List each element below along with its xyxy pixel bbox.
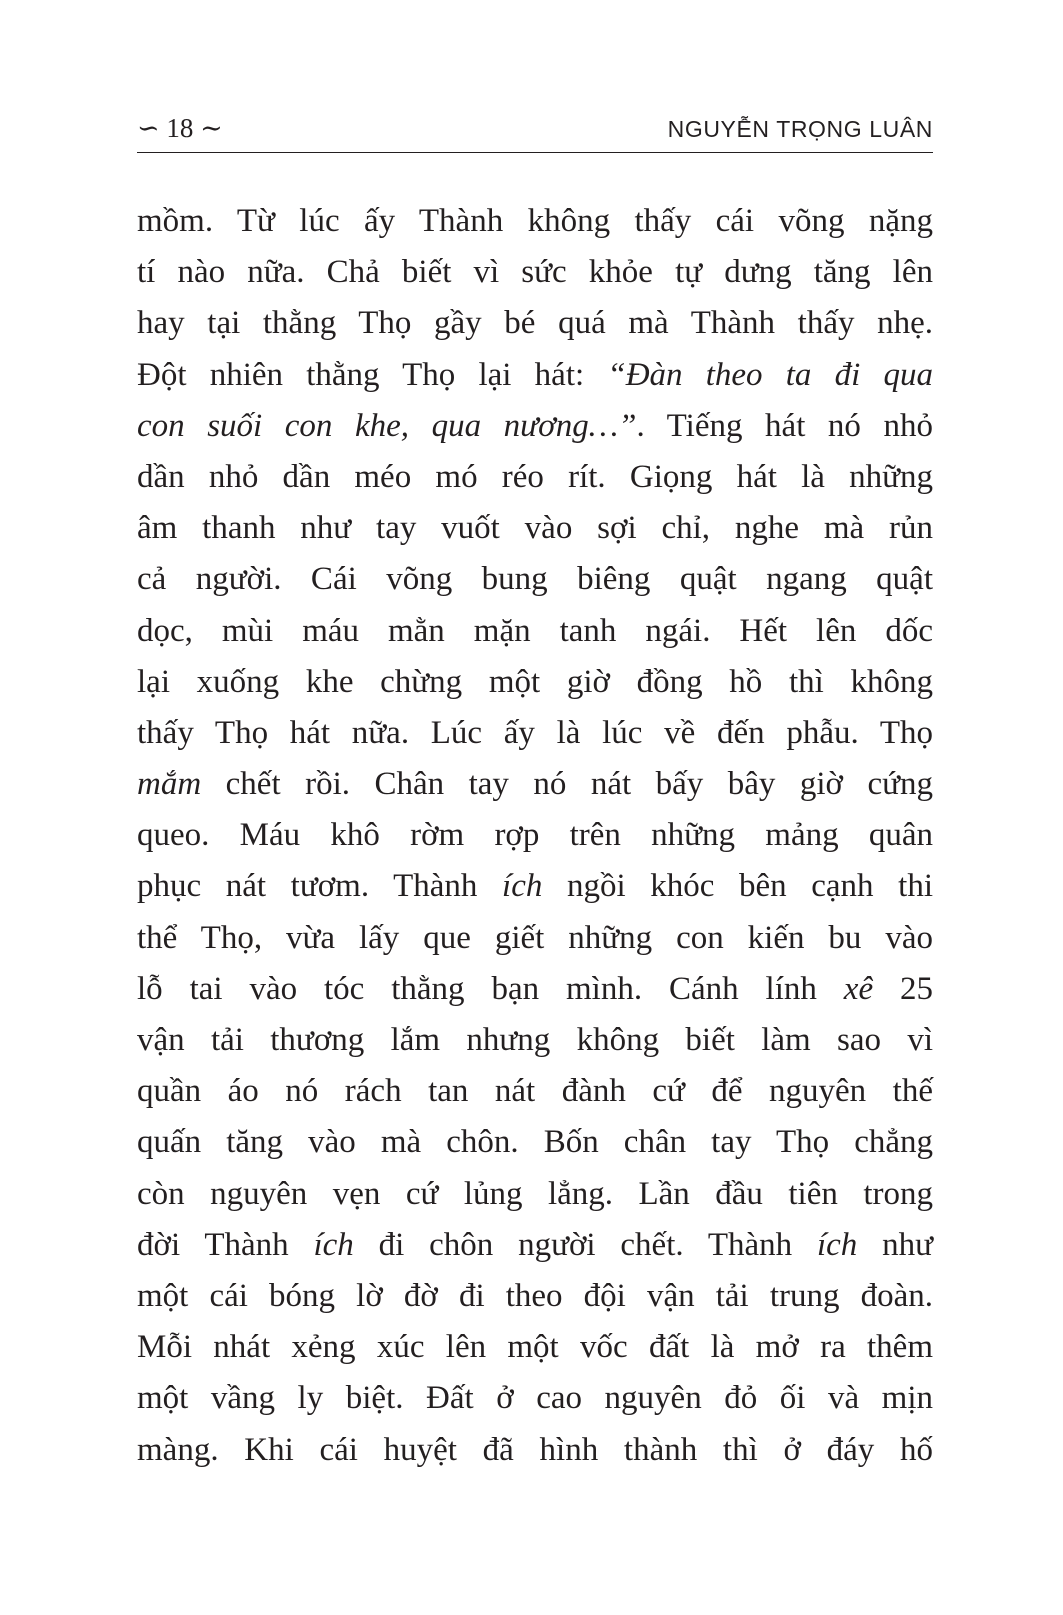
- text-line: [137, 1322, 933, 1373]
- italic-text: “Đàn theo ta đi qua: [607, 356, 933, 393]
- italic-text: xê: [843, 970, 874, 1007]
- text-run: âm thanh như tay vuốt vào sợi chỉ, nghe mà rủn: [137, 510, 933, 547]
- text-run: Mỗi nhát xẻng xúc lên một vốc đất là mở ra thêm: [137, 1329, 933, 1366]
- text-run: hay tại thằng Thọ gầy bé quá mà Thành thấy nhẹ.: [137, 305, 933, 342]
- text-line: [137, 1117, 933, 1168]
- text-line: [137, 350, 933, 401]
- page-number: ∽ 18 ∼: [137, 113, 223, 143]
- text-line: [137, 401, 933, 452]
- text-line: [137, 1220, 933, 1271]
- text-run: lỗ tai vào tóc thằng bạn mình. Cánh lính: [137, 970, 844, 1007]
- text-run: phục nát tươm. Thành: [137, 868, 503, 905]
- text-run: đi chôn người chết. Thành: [353, 1226, 817, 1263]
- text-line: [137, 861, 933, 912]
- author-name: NGUYỄN TRỌNG LUÂN: [667, 116, 933, 142]
- text-run: màng. Khi cái huyệt đã hình thành thì ở đáy hố: [137, 1431, 933, 1468]
- text-run: chết rồi. Chân tay nó nát bấy bây giờ cứng: [201, 766, 933, 803]
- text-run: mồm. Từ lúc ấy Thành không thấy cái võng nặng: [137, 203, 933, 239]
- text-line: [137, 1271, 933, 1322]
- text-line: [137, 810, 933, 861]
- text-line: [137, 247, 933, 298]
- italic-text: mắm: [137, 766, 202, 803]
- text-line: [137, 503, 933, 554]
- text-run: lại xuống khe chừng một giờ đồng hồ thì không: [137, 663, 933, 700]
- text-run: thấy Thọ hát nữa. Lúc ấy là lúc về đến phẫu. Thọ: [137, 714, 933, 751]
- italic-text: ích: [816, 1226, 858, 1263]
- text-run: một vầng ly biệt. Đất ở cao nguyên đỏ ối và mịn: [137, 1380, 933, 1417]
- text-run: một cái bóng lờ đờ đi theo đội vận tải trung đoàn.: [137, 1277, 933, 1314]
- text-line: [137, 554, 933, 605]
- running-header: [137, 108, 933, 153]
- text-run: như: [857, 1226, 934, 1263]
- text-run: . Tiếng hát nó nhỏ: [636, 407, 933, 444]
- text-line: [137, 1169, 933, 1220]
- text-run: cả người. Cái võng bung biêng quật ngang quật: [137, 561, 933, 598]
- text-line: [137, 298, 933, 349]
- text-line: [137, 1373, 933, 1424]
- italic-text: con suối con khe, qua nương…”: [137, 407, 637, 444]
- text-line: [137, 1066, 933, 1117]
- text-run: queo. Máu khô rờm rợp trên những mảng quân: [137, 817, 933, 854]
- text-line: [137, 913, 933, 964]
- text-run: đời Thành: [137, 1226, 314, 1263]
- text-run: còn nguyên vẹn cứ lủng lẳng. Lần đầu tiên trong: [137, 1175, 933, 1212]
- text-run: tí nào nữa. Chả biết vì sức khỏe tự dưng tăng lên: [137, 254, 933, 291]
- text-line: [137, 657, 933, 708]
- text-run: dọc, mùi máu mằn mặn tanh ngái. Hết lên dốc: [137, 612, 933, 649]
- text-run: 25: [873, 970, 933, 1007]
- text-line: [137, 964, 933, 1015]
- text-run: Đột nhiên thằng Thọ lại hát:: [137, 356, 608, 393]
- text-line: [137, 708, 933, 759]
- italic-text: ích: [313, 1226, 354, 1263]
- text-run: ngồi khóc bên cạnh thi: [542, 868, 933, 905]
- text-run: dần nhỏ dần méo mó réo rít. Giọng hát là những: [137, 458, 933, 495]
- text-line: [137, 1015, 933, 1066]
- text-line: [137, 196, 933, 247]
- body-text: [137, 196, 933, 1476]
- text-run: quấn tăng vào mà chôn. Bốn chân tay Thọ chẳng: [137, 1124, 933, 1161]
- text-line: [137, 606, 933, 657]
- text-line: [137, 759, 933, 810]
- text-line: [137, 452, 933, 503]
- text-run: thể Thọ, vừa lấy que giết những con kiến bu vào: [137, 919, 933, 956]
- text-run: vận tải thương lắm nhưng không biết làm sao vì: [137, 1022, 933, 1058]
- text-run: quần áo nó rách tan nát đành cứ để nguyên thế: [137, 1073, 933, 1110]
- italic-text: ích: [502, 868, 543, 905]
- text-line: [137, 1425, 933, 1476]
